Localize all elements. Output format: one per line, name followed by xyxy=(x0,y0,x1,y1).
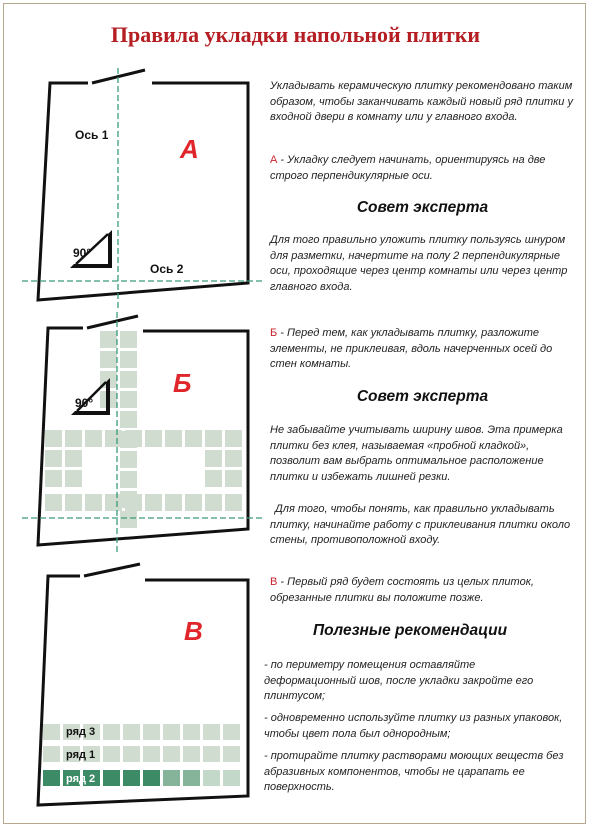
tile xyxy=(143,746,160,762)
tile xyxy=(163,724,180,740)
tile xyxy=(183,746,200,762)
tile xyxy=(143,724,160,740)
tile xyxy=(203,724,220,740)
tile xyxy=(123,724,140,740)
advice1-heading: Совет эксперта xyxy=(356,199,489,216)
advice2-text2: Для того, чтобы понять, как правильно укладывать плитку, начинайте работу с приклеивания плитки около стены, противоположной входу. xyxy=(270,503,571,547)
tile xyxy=(103,770,120,786)
intro-text: Укладывать керамическую плитку рекомендовано таким образом, чтобы заканчивать каждый новый ряд плитки у входной двери в комнату или у главного входа. xyxy=(270,80,573,124)
angle-label-b: 90° xyxy=(75,396,94,410)
tile xyxy=(43,770,60,786)
tile xyxy=(123,746,140,762)
tile xyxy=(43,724,60,740)
tile xyxy=(223,770,240,786)
tile xyxy=(223,724,240,740)
tile xyxy=(103,746,120,762)
step-v-text xyxy=(270,575,575,606)
useful-item-1: - по периметру помещения оставляйте деформационный шов, после укладки закройте его плинтусом; xyxy=(264,659,534,703)
axis1-label: Ось 1 xyxy=(75,128,109,142)
tile xyxy=(223,746,240,762)
step-v-desc: - Первый ряд будет состоять из целых плиток, обрезанные плитки вы положите позже. xyxy=(270,576,534,604)
letter-a: А xyxy=(180,134,199,164)
row-label-1: ряд 1 xyxy=(66,749,96,761)
tile xyxy=(183,770,200,786)
tile xyxy=(183,724,200,740)
tile xyxy=(103,724,120,740)
letter-b: Б xyxy=(173,368,192,398)
angle-label-a: 90° xyxy=(73,246,92,260)
step-a-desc: - Укладку следует начинать, ориентируясь на две строго перпендикулярные оси. xyxy=(270,154,546,182)
step-a-text xyxy=(270,153,575,184)
step-b-desc: - Перед тем, как укладывать плитку, разложите элементы, не приклеивая, вдоль начерченных осей до стен комнаты. xyxy=(270,327,553,371)
tile xyxy=(43,746,60,762)
useful-item-3: - протирайте плитку растворами моющих веществ без абразивных компонентов, чтобы не царапать ее поверхность. xyxy=(264,750,564,794)
useful-item-2: - одновременно используйте плитку из разных упаковок, чтобы цвет пола был однородным; xyxy=(264,712,563,740)
tile xyxy=(203,746,220,762)
page-title: Правила укладки напольной плитки xyxy=(110,22,481,47)
advice2-text1: Не забывайте учитывать ширину швов. Эта примерка плитки без клея, называемая «пробной кладкой», позволит вам выбрать оптимальное расположение плитки и избежать лишней резки. xyxy=(270,424,563,483)
step-a-letter: А xyxy=(270,154,278,166)
advice1-text: Для того правильно уложить плитку пользуясь шнуром для разметки, начертите на полу 2 перпендикулярные оси, проходящие через центр комнаты или через центр главного входа. xyxy=(270,234,568,293)
tile xyxy=(143,770,160,786)
row-label-3: ряд 3 xyxy=(66,726,96,738)
letter-v: В xyxy=(184,616,203,646)
tile xyxy=(203,770,220,786)
step-b-text xyxy=(270,326,575,373)
tile xyxy=(163,770,180,786)
advice2-heading: Совет эксперта xyxy=(356,388,489,405)
useful-heading: Полезные рекомендации xyxy=(312,622,508,639)
step-b-letter: Б xyxy=(270,327,278,339)
step-v-letter: В xyxy=(270,576,278,588)
tile xyxy=(163,746,180,762)
diagram-v-room xyxy=(38,564,248,805)
row-label-2: ряд 2 xyxy=(66,773,96,785)
axis2-label: Ось 2 xyxy=(150,262,184,276)
tile xyxy=(123,770,140,786)
